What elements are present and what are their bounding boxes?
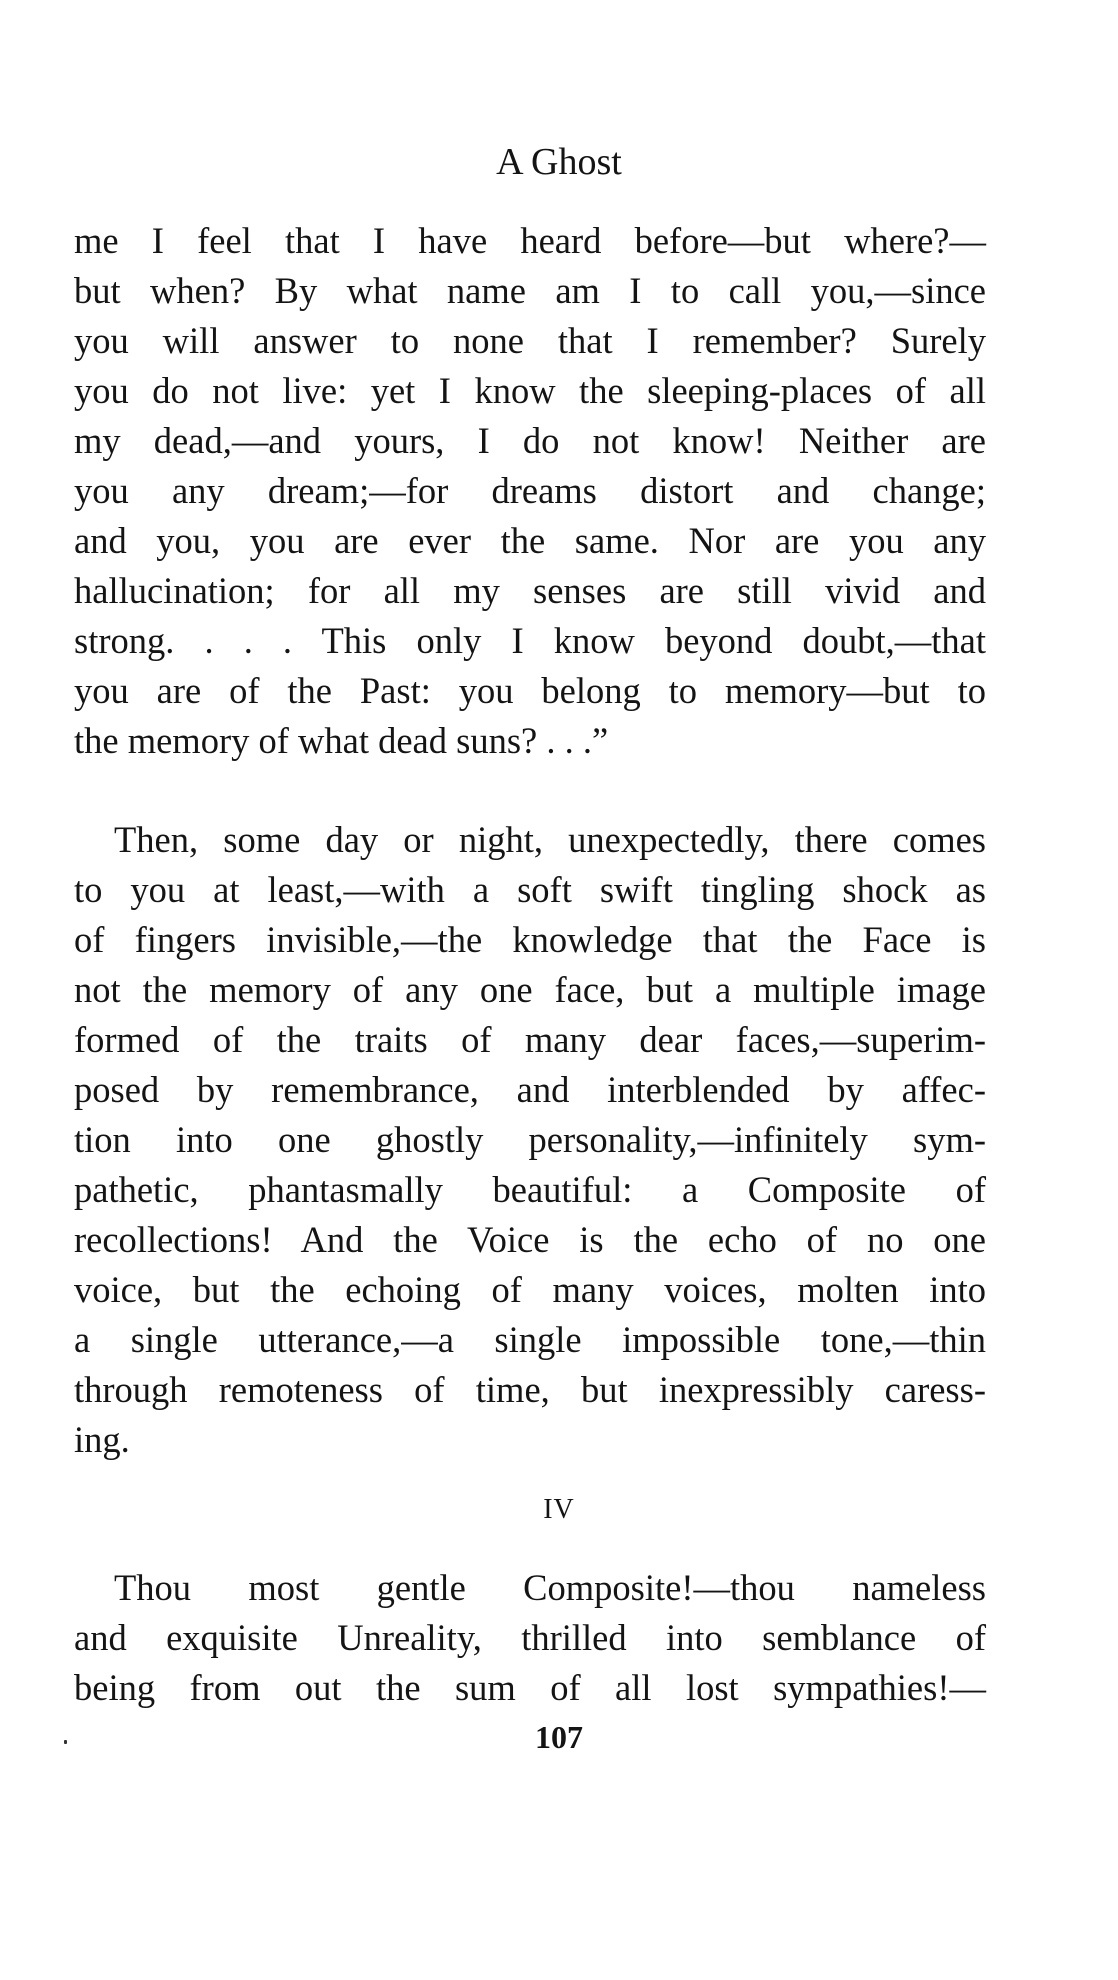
text-line: of fingers invisible,—the knowledge that the Face is xyxy=(74,919,986,960)
text-line: me I feel that I have heard before—but where?— xyxy=(74,220,986,261)
text-line: recollections! And the Voice is the echo of no one xyxy=(74,1219,986,1260)
paragraph-continued xyxy=(74,216,986,766)
text-line: pathetic, phantasmally beautiful: a Composite of xyxy=(74,1169,986,1210)
section-numeral: IV xyxy=(543,1494,575,1525)
text-line: tion into one ghostly personality,—infinitely sym- xyxy=(74,1119,986,1160)
text-line: and you, you are ever the same. Nor are you any xyxy=(74,520,986,561)
text-line: ing. xyxy=(74,1419,130,1460)
text-line: hallucination; for all my senses are still vivid and xyxy=(74,570,986,611)
text-line: the memory of what dead suns? . . .” xyxy=(74,720,609,761)
text-line: and exquisite Unreality, thrilled into semblance of xyxy=(74,1617,986,1658)
running-head: A Ghost xyxy=(496,141,622,183)
text-line: through remoteness of time, but inexpressibly caress- xyxy=(74,1369,986,1410)
text-line: you do not live: yet I know the sleeping-places of all xyxy=(74,370,986,411)
paragraph xyxy=(74,1563,986,1713)
text-line: a single utterance,—a single impossible tone,—thin xyxy=(74,1319,986,1360)
text-line: being from out the sum of all lost sympathies!— xyxy=(74,1667,986,1708)
text-line: posed by remembrance, and interblended by affec- xyxy=(74,1069,986,1110)
text-line: Then, some day or night, unexpectedly, there comes xyxy=(114,819,986,860)
page-number: 107 xyxy=(535,1719,583,1755)
text-line: you are of the Past: you belong to memory—but to xyxy=(74,670,986,711)
text-line: to you at least,—with a soft swift tingling shock as xyxy=(74,869,986,910)
text-line: but when? By what name am I to call you,—since xyxy=(74,270,986,311)
text-line: strong. . . . This only I know beyond doubt,—that xyxy=(74,620,986,661)
text-line: not the memory of any one face, but a multiple image xyxy=(74,969,986,1010)
text-line: Thou most gentle Composite!—thou nameless xyxy=(114,1567,986,1608)
text-line: you will answer to none that I remember? Surely xyxy=(74,320,986,361)
text-line: my dead,—and yours, I do not know! Neither are xyxy=(74,420,986,461)
text-line: voice, but the echoing of many voices, molten into xyxy=(74,1269,986,1310)
text-line: you any dream;—for dreams distort and change; xyxy=(74,470,986,511)
text-line: formed of the traits of many dear faces,—superim- xyxy=(74,1019,986,1060)
paragraph xyxy=(74,815,986,1465)
